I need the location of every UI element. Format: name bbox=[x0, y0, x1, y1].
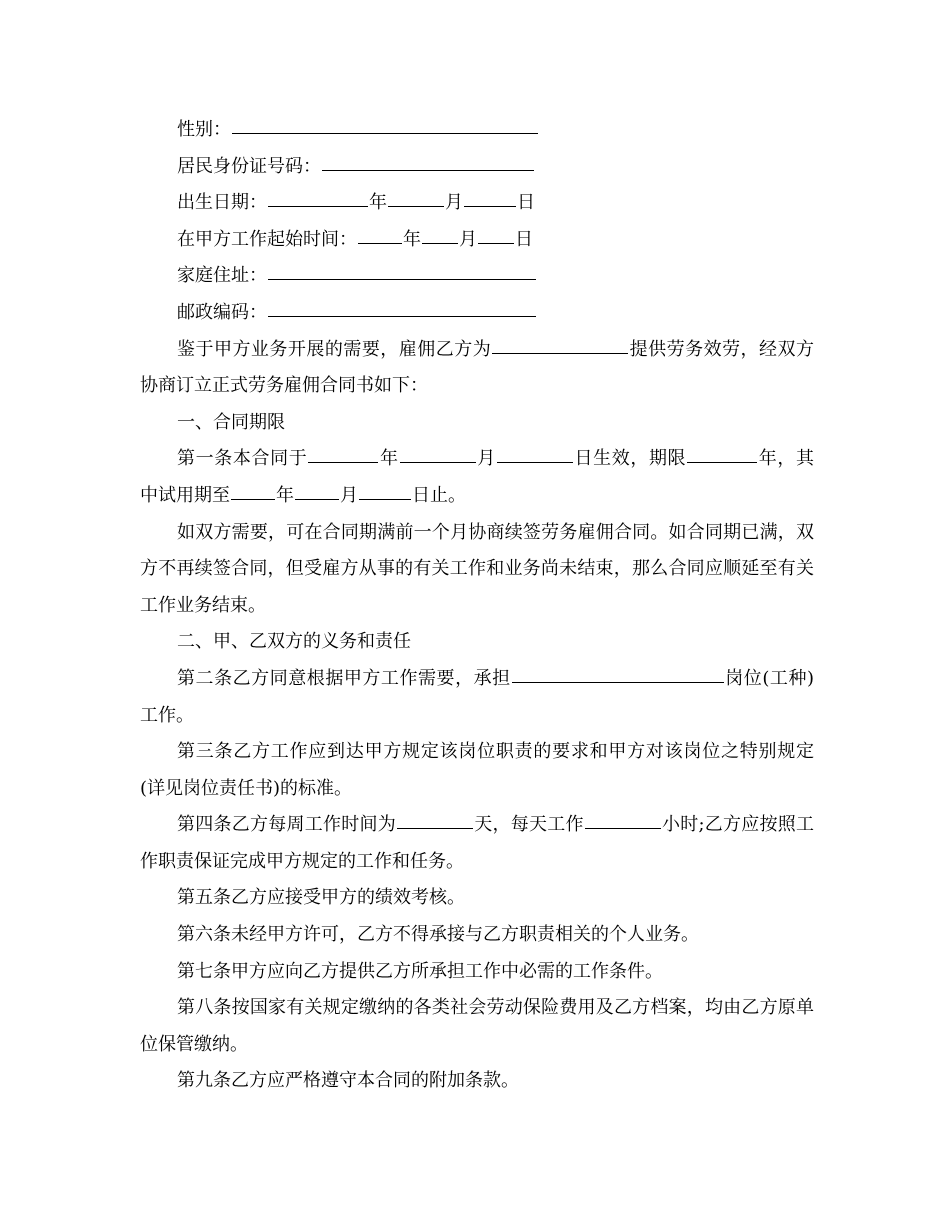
renewal-paragraph: 如双方需要，可在合同期满前一个月协商续签劳务雇佣合同。如合同期已满，双方不再续签合同，但受雇方从事的有关工作和业务尚未结束，那么合同应顺延至有关工作业务结束。 bbox=[140, 521, 814, 616]
effective-month-blank bbox=[400, 461, 476, 463]
id-number-field bbox=[140, 149, 814, 186]
article-1-text-4: 日止。 bbox=[412, 484, 466, 506]
gender-label: 性别： bbox=[177, 119, 231, 140]
article-5: 第五条乙方应接受甲方的绩效考核。 bbox=[177, 887, 465, 909]
article-4-text-1: 第四条乙方每周工作时间为 bbox=[177, 814, 396, 836]
birth-year-unit: 年 bbox=[369, 192, 387, 214]
trial-year-unit: 年 bbox=[276, 484, 294, 506]
start-day-unit: 日 bbox=[515, 228, 533, 250]
contract-body bbox=[140, 112, 814, 1100]
intro-paragraph bbox=[140, 332, 814, 405]
intro-text-1: 鉴于甲方业务开展的需要，雇佣乙方为 bbox=[177, 338, 492, 360]
effective-year-blank bbox=[308, 461, 378, 463]
article-8: 第八条按国家有关规定缴纳的各类社会劳动保险费用及乙方档案，均由乙方原单位保管缴纳。 bbox=[140, 997, 814, 1055]
gender-field bbox=[140, 112, 814, 149]
start-year-blank bbox=[358, 242, 402, 244]
trial-day-blank bbox=[359, 498, 411, 500]
birth-date-label: 出生日期： bbox=[177, 192, 267, 214]
article-6: 第六条未经甲方许可，乙方不得承接与乙方职责相关的个人业务。 bbox=[177, 924, 699, 946]
intro-text-2: 提供劳务效劳，经双方协商订立正式劳务雇佣合同书如下： bbox=[140, 338, 815, 397]
gender-blank bbox=[232, 132, 538, 134]
postal-code-field bbox=[140, 295, 814, 332]
article-1 bbox=[140, 441, 814, 514]
article-3: 第三条乙方工作应到达甲方规定该岗位职责的要求和甲方对该岗位之特别规定(详见岗位责任书)的标准。 bbox=[140, 741, 814, 799]
term-years-blank bbox=[687, 461, 757, 463]
birth-month-unit: 月 bbox=[445, 192, 463, 214]
address-field bbox=[140, 258, 814, 295]
position-blank bbox=[512, 681, 724, 683]
start-month-unit: 月 bbox=[459, 228, 477, 250]
effective-month-unit: 月 bbox=[476, 448, 496, 470]
address-label: 家庭住址： bbox=[177, 265, 267, 287]
address-blank bbox=[268, 278, 536, 280]
start-month-blank bbox=[422, 242, 458, 244]
start-day-blank bbox=[478, 242, 514, 244]
effective-day-blank bbox=[497, 461, 573, 463]
article-1-text-1: 第一条本合同于 bbox=[177, 448, 308, 470]
postal-code-blank bbox=[268, 315, 536, 317]
postal-code-label: 邮政编码： bbox=[177, 301, 267, 323]
section-2-title: 二、甲、乙双方的义务和责任 bbox=[177, 631, 411, 653]
days-per-week-blank bbox=[397, 827, 473, 829]
article-1-text-3: 年，其中试用期至 bbox=[140, 448, 815, 506]
trial-month-unit: 月 bbox=[340, 484, 358, 506]
article-4 bbox=[140, 807, 814, 880]
hours-per-day-blank bbox=[585, 827, 661, 829]
trial-year-blank bbox=[231, 498, 275, 500]
article-2-text-1: 第二条乙方同意根据甲方工作需要，承担 bbox=[177, 667, 511, 689]
start-date-label: 在甲方工作起始时间： bbox=[177, 228, 357, 250]
article-7: 第七条甲方应向乙方提供乙方所承担工作中必需的工作条件。 bbox=[177, 960, 663, 982]
birth-date-field bbox=[140, 185, 814, 222]
article-4-text-3: 小时;乙方应按照工作职责保证完成甲方规定的工作和任务。 bbox=[140, 814, 814, 872]
personal-info-fields bbox=[140, 112, 814, 332]
birth-day-blank bbox=[464, 205, 516, 207]
id-number-blank bbox=[322, 169, 534, 171]
effective-year-unit: 年 bbox=[379, 448, 399, 470]
article-9: 第九条乙方应严格遵守本合同的附加条款。 bbox=[177, 1070, 519, 1092]
article-1-text-2: 日生效，期限 bbox=[573, 448, 687, 470]
article-2 bbox=[140, 661, 814, 734]
id-number-label: 居民身份证号码： bbox=[177, 155, 321, 177]
birth-month-blank bbox=[388, 205, 444, 207]
article-2-text-2: 岗位(工种)工作。 bbox=[140, 667, 815, 726]
birth-day-unit: 日 bbox=[517, 192, 535, 214]
start-date-field bbox=[140, 222, 814, 259]
section-1-title: 一、合同期限 bbox=[177, 411, 285, 433]
service-content-blank bbox=[492, 352, 628, 354]
trial-month-blank bbox=[295, 498, 339, 500]
birth-year-blank bbox=[268, 205, 368, 207]
start-year-unit: 年 bbox=[403, 228, 421, 250]
article-4-text-2: 天，每天工作 bbox=[473, 814, 584, 836]
